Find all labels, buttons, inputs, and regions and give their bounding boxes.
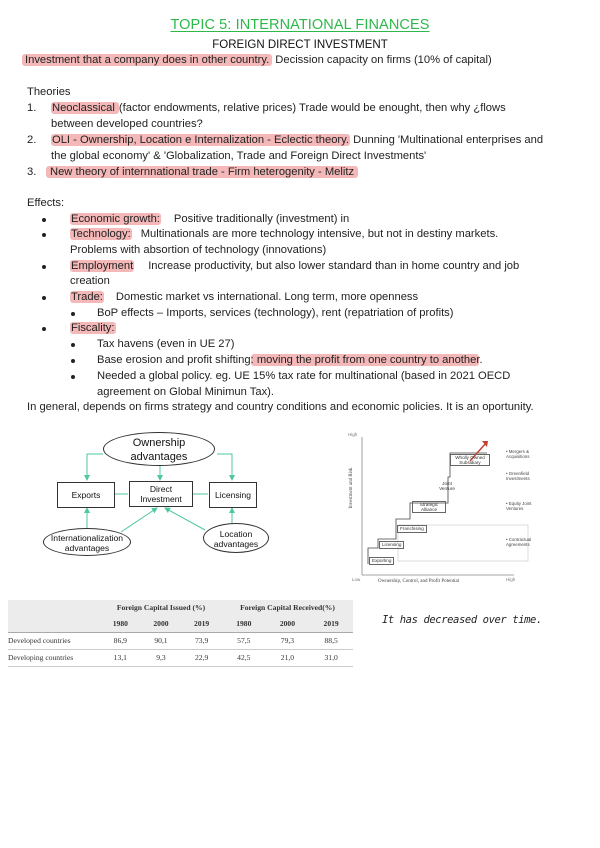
page-title: TOPIC 5: INTERNATIONAL FINANCES: [170, 17, 430, 33]
theories-heading: Theories: [27, 86, 71, 98]
internalization-node: [43, 528, 131, 556]
note-line: • Equity Joint: [506, 501, 532, 506]
x-axis-label: Ownership, Control, and Profit Potential: [378, 579, 460, 584]
row-label: Developing countries: [8, 653, 74, 662]
table-cell: 22,9: [194, 653, 209, 662]
fdi-node: [129, 481, 193, 507]
oli-diagram: [33, 428, 285, 564]
table-row: [8, 633, 353, 650]
effect-label: Employment: [71, 260, 134, 272]
effect-label: Trade:: [71, 291, 103, 303]
effect-employment-line2: creation: [70, 275, 110, 287]
bullet-dot: [42, 265, 46, 269]
entry-mode-chart: [342, 431, 556, 587]
theory-1-text: (factor endowments, relative prices) Trade would be enought, then why ¿flows: [118, 102, 506, 114]
y-axis-label: Investment and Risk: [349, 467, 354, 509]
step-joint-venture: Joint Venture: [439, 481, 455, 491]
theory-1-highlight: Neoclassical: [52, 102, 118, 114]
step-strategic-alliance: Strategic Alliance: [412, 501, 446, 513]
bullet-dot: [42, 218, 46, 222]
note-line: Ventures: [506, 506, 524, 511]
table-cell: 86,9: [113, 636, 127, 645]
step-exporting: Exporting: [369, 557, 394, 565]
ownership-label-2: advantages: [130, 451, 188, 463]
effects-heading: Effects:: [27, 197, 65, 209]
note-line: • Contractual: [506, 537, 532, 542]
effect-fiscality: [70, 320, 116, 336]
theory-number-1: 1.: [27, 102, 37, 114]
bullet-dot: [42, 327, 46, 331]
definition-rest: Decission capacity on firms (10% of capital): [272, 54, 492, 66]
theory-1-line1: [51, 100, 506, 116]
fiscality-sub-3-line2: agreement on Global Minimun Tax).: [97, 386, 275, 398]
bullet-dot: [42, 296, 46, 300]
note-line: Acquisitions: [506, 454, 530, 459]
bullet-dot: [42, 233, 46, 237]
group-issued: Foreign Capital Issued (%): [116, 603, 206, 612]
year-header: 2000: [279, 619, 296, 628]
effect-text: Multinationals are more technology intensive, but not in destiny markets.: [140, 228, 499, 240]
ownership-label: Ownership: [132, 437, 186, 449]
sub-bullet-dot: [71, 375, 75, 379]
internalization-label-2: advantages: [64, 543, 110, 553]
effect-text: Increase productivity, but also lower standard than in home country and job: [148, 260, 520, 272]
fdi-definition: [22, 52, 492, 68]
year-header: 1980: [112, 619, 128, 628]
effect-text: Positive traditionally (investment) in: [173, 213, 350, 225]
table-row: [8, 650, 353, 667]
note-equity: [506, 501, 531, 511]
handwritten-note: It has decreased over time.: [382, 614, 542, 626]
theory-number-2: 2.: [27, 134, 37, 146]
table-corner: [8, 600, 100, 616]
table-cell: 42,5: [237, 653, 251, 662]
ownership-node: [103, 432, 215, 466]
exports-node: Exports: [57, 482, 115, 508]
x-axis-high: High: [506, 577, 516, 582]
group-received: Foreign Capital Received(%): [240, 603, 335, 612]
note-line: • Mergers &: [506, 449, 530, 454]
note-ma: [506, 449, 529, 459]
theory-2-highlight: OLI - Ownership, Location e Internalization - Eclectic theory.: [52, 134, 350, 146]
note-line: Agreements: [506, 542, 530, 547]
effect-trade: [70, 289, 418, 305]
fdi-label: Direct: [149, 484, 173, 494]
theory-3-line1: [46, 164, 358, 180]
fiscality-sub-2: [97, 352, 483, 368]
year-header: 2019: [194, 619, 210, 628]
location-label: Location: [219, 529, 253, 539]
year-header: 1980: [236, 619, 252, 628]
table-cell: 79,3: [280, 636, 295, 645]
sub-bullet-dot: [71, 359, 75, 363]
effect-trade-sub: BoP effects – Imports, services (technology), rent (repatriation of profits): [97, 307, 454, 319]
table-cell: 88,5: [324, 636, 338, 645]
theory-number-3: 3.: [27, 166, 37, 178]
page-subtitle: FOREIGN DIRECT INVESTMENT: [212, 39, 388, 51]
note-line: Investments: [506, 476, 530, 481]
theory-2-line2: the global economy' & 'Globalization, Trade and Foreign Direct Investments': [51, 150, 427, 162]
capital-table: [8, 600, 353, 667]
licensing-node: Licensing: [209, 482, 257, 508]
effect-label: Economic growth:: [71, 213, 160, 225]
table-cell: 21,0: [280, 653, 295, 662]
table-cell: 90,1: [154, 636, 168, 645]
theory-3-highlight: New theory of internnational trade - Firm heterogenity - Melitz: [46, 166, 358, 178]
definition-highlight: Investment that a company does in other country.: [22, 54, 272, 66]
effect-employment: [70, 258, 519, 274]
row-label: Developed countries: [8, 636, 71, 645]
theory-1-line2: between developed countries?: [51, 118, 203, 130]
table-corner-2: [8, 616, 100, 633]
conclusion: In general, depends on firms strategy and country conditions and economic policies. It is an oportunity.: [27, 401, 534, 413]
fiscality-sub-2-highlight: : moving the profit from one country to another: [250, 354, 480, 366]
sub-bullet-dot: [71, 312, 75, 316]
effect-technology-line2: Problems with absortion of technology (innovations): [70, 244, 327, 256]
location-node: [203, 523, 269, 553]
table-year-header: [8, 616, 353, 633]
y-axis-label-box: [344, 437, 360, 549]
sub-bullet-dot: [71, 343, 75, 347]
note-line: • Greenfield: [506, 471, 530, 476]
fiscality-sub-1: Tax havens (even in UE 27): [97, 338, 235, 350]
table-cell: 9,3: [156, 653, 166, 662]
step-licensing: Licensing: [379, 541, 404, 549]
internalization-label: Internationalization: [50, 533, 124, 543]
table-cell: 57,5: [237, 636, 251, 645]
fdi-label-2: Investment: [140, 494, 182, 504]
table-cell: 73,9: [194, 636, 209, 645]
effect-label: Fiscality:: [71, 322, 115, 334]
year-header: 2000: [153, 619, 169, 628]
table-cell: 13,1: [113, 653, 127, 662]
table-cell: 31,0: [324, 653, 338, 662]
step-franchising: Franchising: [397, 525, 427, 533]
note-greenfield: [506, 471, 530, 481]
effect-technology: [70, 226, 498, 242]
fiscality-sub-2-end: .: [479, 354, 483, 366]
effect-label: Technology:: [71, 228, 131, 240]
step-wholly-owned: Wholly Owned Subsidiary: [450, 454, 490, 466]
y-axis-high: High: [348, 432, 358, 437]
table-group-header: [8, 600, 353, 616]
fiscality-sub-3-line1: Needed a global policy. eg. UE 15% tax rate for multinational (based in 2021 OECD: [97, 370, 511, 382]
fiscality-sub-2-text: Base erosion and profit shifting: [97, 354, 251, 366]
theory-2-line1: [51, 132, 543, 148]
note-contractual: [506, 537, 531, 547]
theory-2-text: Dunning 'Multinational enterprises and: [350, 134, 544, 146]
effect-text: Domestic market vs international. Long term, more openness: [115, 291, 419, 303]
location-label-2: advantages: [213, 539, 259, 549]
x-axis-low: Low: [352, 577, 361, 582]
effect-economic-growth: [70, 211, 349, 227]
year-header: 2019: [323, 619, 339, 628]
